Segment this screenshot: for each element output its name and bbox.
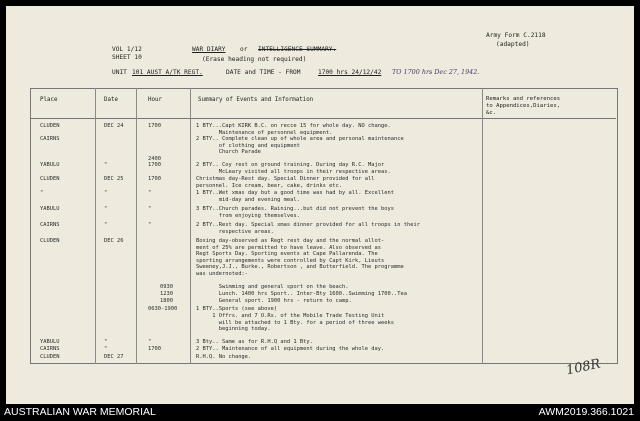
row-summary: General sport. 1900 hrs - return to camp. bbox=[196, 298, 352, 304]
row-date: DEC 24 bbox=[104, 123, 124, 129]
row-hour: " bbox=[148, 339, 152, 345]
row-date: " bbox=[104, 339, 108, 345]
row-summary: Lunch. 1400 hrs Sport.. Inter-Bty 1600..Swimming 1700..Tea bbox=[196, 291, 407, 297]
row-hour: 1700 bbox=[148, 123, 161, 129]
row-summary: 2 BTY.. Maintenance of all equipment during the whole day. bbox=[196, 346, 385, 352]
row-hour: 1230 bbox=[160, 291, 173, 297]
row-date: DEC 26 bbox=[104, 238, 124, 244]
column-header-date: Date bbox=[104, 97, 118, 103]
volume-label: VOL 1/12 bbox=[112, 46, 142, 53]
form-sub: (adapted) bbox=[496, 41, 530, 48]
row-summary: 1 BTY...Capt KIRK B.C. on recce 15 for whole day. NO change. Maintenance of personnel equipment. bbox=[196, 123, 391, 136]
row-hour: 1700 bbox=[148, 346, 161, 352]
row-summary: 1 BTY..Sports (see above) bbox=[196, 306, 278, 312]
folio-number: 108R bbox=[564, 356, 602, 379]
column-header-summary: Summary of Events and Information bbox=[198, 97, 314, 103]
row-place: CAIRNS bbox=[40, 346, 60, 352]
footer-archive-name: AUSTRALIAN WAR MEMORIAL bbox=[4, 406, 156, 418]
title-intelligence-summary: INTELLIGENCE SUMMARY. bbox=[258, 46, 337, 53]
col-divider-place bbox=[95, 88, 96, 364]
row-hour: 1800 bbox=[160, 298, 173, 304]
sheet-label: SHEET 10 bbox=[112, 54, 142, 61]
row-place: " bbox=[40, 190, 44, 196]
row-date: " bbox=[104, 190, 108, 196]
footer-record-id: AWM2019.366.1021 bbox=[538, 406, 634, 418]
row-place: YABULU bbox=[40, 162, 60, 168]
date-time-label: DATE and TIME - FROM bbox=[226, 69, 301, 76]
row-date: DEC 27 bbox=[104, 354, 124, 360]
row-summary: 1 Offrs. and 7 O.Rs. of the Mobile Trade Testing Unit will be attached to 1 Bty. for a period of three weeks beginning today. bbox=[212, 313, 394, 333]
row-hour: " bbox=[148, 222, 152, 228]
title-or: or bbox=[240, 46, 248, 53]
row-summary: 1 BTY..Wet xmas day but a good time was had by all. Excellent mid-day and evening meal. bbox=[196, 190, 394, 203]
from-value: 1700 hrs 24/12/42 bbox=[318, 69, 382, 76]
header-divider bbox=[30, 118, 616, 119]
row-date: " bbox=[104, 162, 108, 168]
row-summary: 3 BTY..Church parades. Raining...but did not prevent the boys from enjoying themselves. bbox=[196, 206, 394, 219]
row-hour: 1700 bbox=[148, 162, 161, 168]
row-place: YABULU bbox=[40, 339, 60, 345]
form-label: Army Form C.2118 bbox=[486, 32, 546, 39]
row-summary: Swimming and general sport on the beach. bbox=[196, 284, 349, 290]
row-place: CLUDEN bbox=[40, 176, 60, 182]
row-place: CLUDEN bbox=[40, 123, 60, 129]
col-divider-summary bbox=[482, 88, 483, 364]
erase-note: (Erase heading not required) bbox=[202, 56, 307, 63]
row-hour: " bbox=[148, 206, 152, 212]
row-date: " bbox=[104, 222, 108, 228]
column-header-remarks: Remarks and references to Appendices,Diaries, &c. bbox=[486, 96, 561, 116]
col-divider-hour bbox=[190, 88, 191, 364]
row-summary: 3 Bty.. Same as for R.H.Q and 1 Bty. bbox=[196, 339, 313, 345]
row-place: YABULU bbox=[40, 206, 60, 212]
title-war-diary: WAR DIARY bbox=[192, 46, 226, 53]
row-place: CAIRNS bbox=[40, 136, 60, 142]
row-date: " bbox=[104, 346, 108, 352]
row-date: DEC 25 bbox=[104, 176, 124, 182]
column-header-place: Place bbox=[40, 97, 58, 103]
row-hour: 2400 bbox=[148, 156, 161, 162]
to-value: TO 1700 hrs Dec 27, 1942. bbox=[392, 68, 480, 76]
unit-label: UNIT bbox=[112, 69, 127, 76]
col-divider-date bbox=[136, 88, 137, 364]
unit-value: 101 AUST A/TK REGT. bbox=[132, 69, 203, 76]
row-place: CLUDEN bbox=[40, 238, 60, 244]
row-summary: Boxing day-observed as Regt rest day and the normal allot- ment of 25% are permitted to have leave. Also observed as Regt Sports Day. Sporting events at Cape Pallarenda. The sporting arrangements were controlled by Capt Kirk, Lieuts Sweeney,J.J., Burke., Robertson , and Butterfield. The programme was undernoted:- bbox=[196, 238, 404, 277]
row-hour: 0930 bbox=[160, 284, 173, 290]
row-summary: R.H.Q. No change. bbox=[196, 354, 252, 360]
row-place: CAIRNS bbox=[40, 222, 60, 228]
row-hour: " bbox=[148, 190, 152, 196]
row-summary: 2 BTY..Rest day. Special xmas dinner provided for all troops in their respective areas. bbox=[196, 222, 420, 235]
row-place: CLUDEN bbox=[40, 354, 60, 360]
row-hour: 0630-1900 bbox=[148, 306, 178, 312]
row-summary: 2 BTY.. Coy rest on ground training. During day R.C. Major McLeary visited all troops in their respective areas. bbox=[196, 162, 391, 175]
row-summary: 2 BTY.. Complete clean up of whole area and personal maintenance of clothing and equipment Church Parade bbox=[196, 136, 404, 156]
row-date: " bbox=[104, 206, 108, 212]
row-summary: Christmas day-Rest day. Special Dinner provided for all personnel. Ice cream, beer, cake, drinks etc. bbox=[196, 176, 375, 189]
column-header-hour: Hour bbox=[148, 97, 162, 103]
row-hour: 1700 bbox=[148, 176, 161, 182]
